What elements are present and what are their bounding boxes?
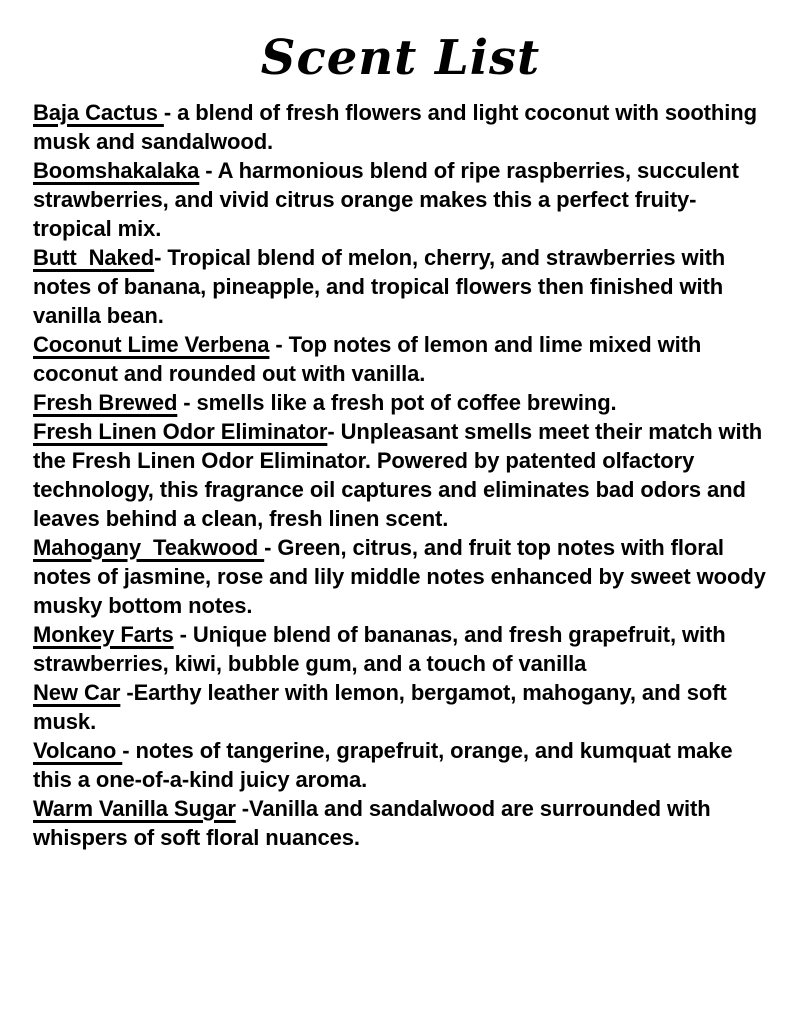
scent-description: - Unique blend of bananas, and fresh grapefruit, with strawberries, kiwi, bubble gum, and a touch of vanilla (33, 622, 732, 676)
scent-description: - Tropical blend of melon, cherry, and strawberries with notes of banana, pineapple, and tropical flowers then finished with vanilla bean. (33, 245, 732, 328)
scent-name: New Car (33, 680, 121, 705)
scent-name: Butt Naked (33, 245, 155, 270)
scent-description: - a blend of fresh flowers and light coconut with soothing musk and sandalwood. (33, 100, 763, 154)
scent-name: Fresh Brewed (33, 390, 178, 415)
scent-name: Monkey Farts (33, 622, 174, 647)
scent-list (33, 98, 771, 852)
scent-entry (33, 98, 771, 156)
scent-description: -Vanilla and sandalwood are surrounded with whispers of soft floral nuances. (33, 796, 717, 850)
scent-description: - Green, citrus, and fruit top notes with floral notes of jasmine, rose and lily middle notes enhanced by sweet woody musky bottom notes. (33, 535, 772, 618)
scent-description: - smells like a fresh pot of coffee brewing. (177, 390, 617, 415)
scent-entry (33, 736, 771, 794)
scent-entry (33, 678, 771, 736)
scent-name: Mahogany Teakwood (33, 535, 265, 560)
scent-name: Coconut Lime Verbena (33, 332, 270, 357)
scent-entry (33, 330, 771, 388)
scent-name: Volcano (33, 738, 123, 763)
scent-name: Baja Cactus (33, 100, 164, 125)
scent-name: Warm Vanilla Sugar (33, 796, 236, 821)
scent-description: - A harmonious blend of ripe raspberries, succulent strawberries, and vivid citrus orange makes this a perfect fruity-tropical mix. (33, 158, 745, 241)
scent-description: - Unpleasant smells meet their match with the Fresh Linen Odor Eliminator. Powered by patented olfactory technology, this fragrance oil captures and eliminates bad odors and leaves behind a clean, fresh linen scent. (33, 419, 769, 531)
scent-description: - Top notes of lemon and lime mixed with coconut and rounded out with vanilla. (33, 332, 708, 386)
scent-entry (33, 794, 771, 852)
scent-entry (33, 533, 771, 620)
page-title: Scent List (260, 30, 541, 86)
scent-name: Boomshakalaka (33, 158, 200, 183)
scent-description: - notes of tangerine, grapefruit, orange, and kumquat make this a one-of-a-kind juicy aroma. (33, 738, 739, 792)
scent-name: Fresh Linen Odor Eliminator (33, 419, 328, 444)
scent-entry (33, 156, 771, 243)
scent-entry (33, 417, 771, 533)
scent-entry (33, 620, 771, 678)
scent-entry (33, 243, 771, 330)
scent-entry (33, 388, 771, 417)
scent-description: -Earthy leather with lemon, bergamot, mahogany, and soft musk. (33, 680, 733, 734)
